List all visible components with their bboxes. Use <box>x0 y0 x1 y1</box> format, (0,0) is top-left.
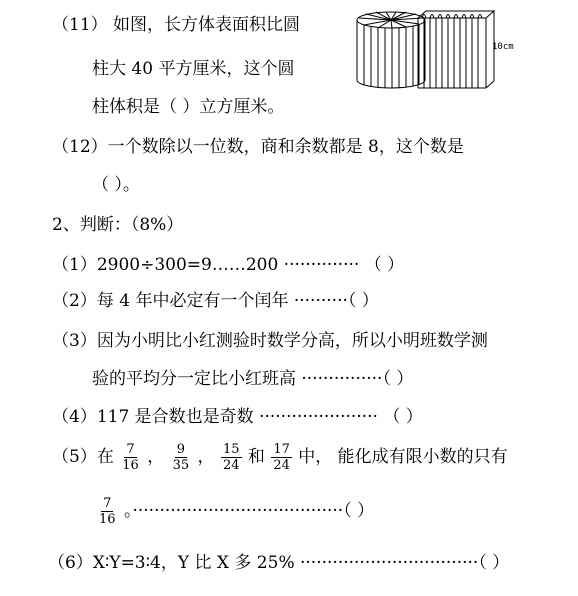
item5-suffix: 中， 能化成有限小数的只有 <box>298 447 508 467</box>
section-heading: 2、判断：（8%） <box>52 215 184 235</box>
fraction-15-24: $\frac{15}{24}$ <box>222 442 240 473</box>
fraction-9-35: $\frac{9}{35}$ <box>172 442 190 473</box>
fraction-17-24: $\frac{17}{24}$ <box>273 442 290 473</box>
judgement-item-1: （1）2900÷300=9……200 ·············· （ ） <box>52 255 405 275</box>
q12-line2: （ ）。 <box>92 175 140 195</box>
q11-line3: 柱体积是（ ）立方厘米。 <box>92 97 285 117</box>
judgement-item-2: （2）每 4 年中必定有一个闰年 ··········（ ） <box>52 291 379 311</box>
judgement-item-4: （4）117 是合数也是奇数 ······················ （ ） <box>52 407 423 427</box>
cuboid-figure <box>414 8 500 94</box>
q12-line1: （12）一个数除以一位数，商和余数都是 8，这个数是 <box>52 137 464 157</box>
figure-dimension-label: 10cm <box>492 42 514 52</box>
judgement-item-5-line2 <box>96 494 374 528</box>
item5-prefix: （5）在 <box>52 447 114 467</box>
judgement-item-6: （6）X∶Y=3∶4，Y 比 X 多 25% ·································（ ） <box>48 553 510 573</box>
q11-line2: 柱大 40 平方厘米，这个圆 <box>92 59 295 79</box>
q11-line1: （11） 如图，长方体表面积比圆 <box>52 15 301 35</box>
fraction-answer-7-16: $\frac{7}{16}$ <box>99 496 116 527</box>
fraction-7-16: $\frac{7}{16}$ <box>122 442 139 473</box>
item5-tail: 。·······································（ ） <box>123 501 375 521</box>
judgement-item-5-line1: （5）在 $\frac{7}{16}$ ， $\frac{9}{35}$ ， $\frac{15}{24}$ 和 $\frac{17}{24}$ 中， 能化成有限小数的只有 <box>52 442 508 473</box>
judgement-item-3-line2: 验的平均分一定比小红班高 ···············（ ） <box>92 369 414 389</box>
judgement-item-3-line1: （3）因为小明比小红测验时数学分高，所以小明班数学测 <box>52 331 488 351</box>
